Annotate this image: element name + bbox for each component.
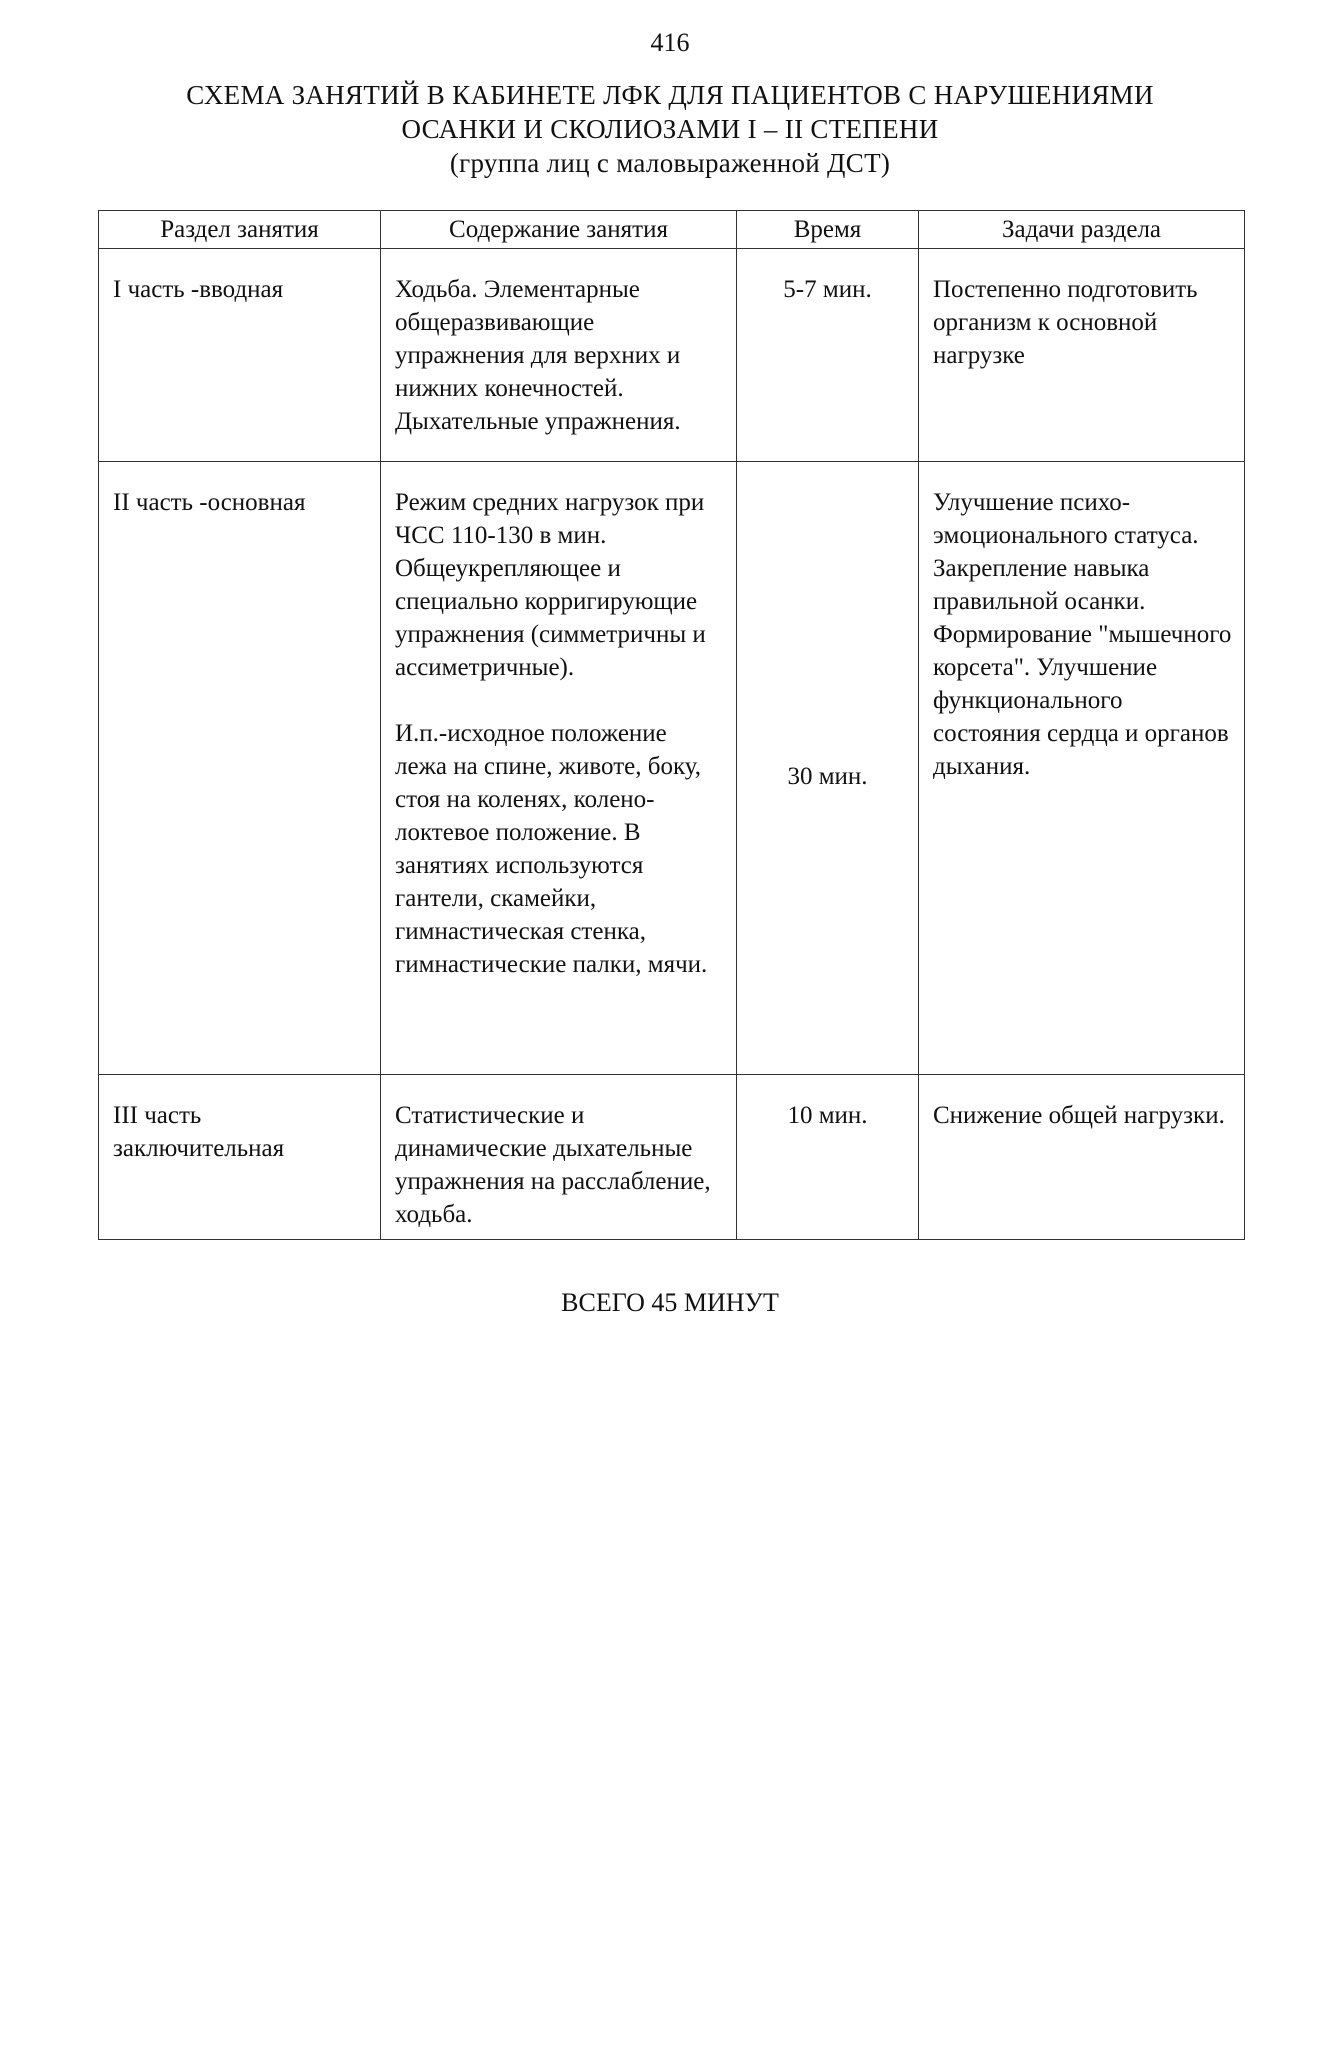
header-time: Время [737,211,919,249]
content-paragraph: Статистические и динамические дыхательные упражнения на расслабление, ходьба. [395,1102,711,1228]
total-duration: ВСЕГО 45 МИНУТ [561,1288,779,1317]
row-content-cell [381,249,737,462]
row-content-cell [381,462,737,1075]
content-paragraph: И.п.-исходное положение лежа на спине, животе, боку, стоя на коленях, колено-локтевое положение. В занятиях используются гантели, скамейки, гимнастическая стенка, гимнастические палки, мячи. [395,720,708,978]
title-line-2: ОСАНКИ И СКОЛИОЗАМИ I – II СТЕПЕНИ [401,114,939,144]
table-row [99,462,1245,1075]
header-section: Раздел занятия [99,211,381,249]
header-content: Содержание занятия [381,211,737,249]
row-time-cell: 10 мин. [737,1075,919,1240]
row-section-cell: I часть -вводная [99,249,381,462]
page-number: 416 [650,28,690,57]
row-section-cell: III часть заключительная [99,1075,381,1240]
content-paragraph: Режим средних нагрузок при ЧСС 110-130 в мин. Общеукрепляющее и специально корригирующие упражнения (симметричны и ассиметричные). [395,489,706,681]
row-section-cell: II часть -основная [99,462,381,1075]
table-row [99,249,1245,462]
lesson-plan-table [98,210,1245,1240]
header-tasks: Задачи раздела [919,211,1245,249]
content-paragraph: Ходьба. Элементарные общеразвивающие упражнения для верхних и нижних конечностей. Дыхательные упражнения. [395,276,681,435]
row-content-cell [381,1075,737,1240]
row-time-cell: 5-7 мин. [737,249,919,462]
document-title [0,78,1340,180]
row-tasks-cell: Снижение общей нагрузки. [919,1075,1245,1240]
row-tasks-cell: Улучшение психо-эмоционального статуса. Закрепление навыка правильной осанки. Формирование "мышечного корсета". Улучшение функционального состояния сердца и органов дыхания. [919,462,1245,1075]
table-row [99,1075,1245,1240]
title-subtitle: (группа лиц с маловыраженной ДСТ) [449,148,891,178]
row-tasks-cell: Постепенно подготовить организм к основной нагрузке [919,249,1245,462]
table-header-row [99,211,1245,249]
title-line-1: СХЕМА ЗАНЯТИЙ В КАБИНЕТЕ ЛФК ДЛЯ ПАЦИЕНТОВ С НАРУШЕНИЯМИ [186,80,1154,110]
row-time-cell: 30 мин. [737,462,919,1075]
